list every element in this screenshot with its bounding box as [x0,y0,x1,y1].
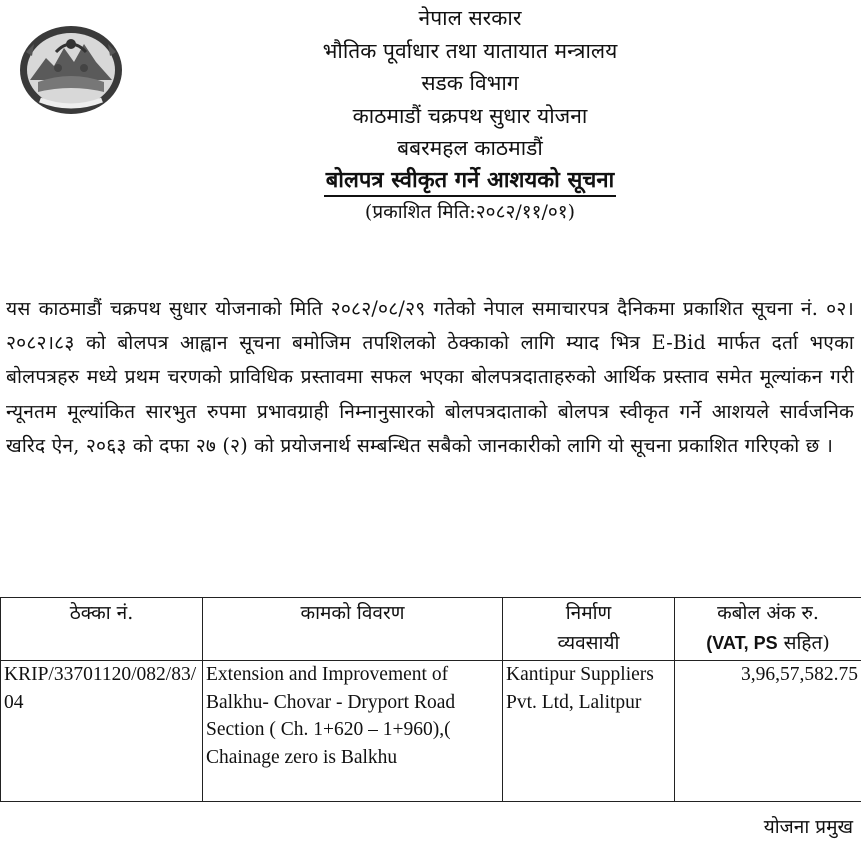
header-builder-line2: व्यवसायी [557,632,620,654]
cell-amount: 3,96,57,582.75 [675,661,861,802]
cell-description: Extension and Improvement of Balkhu- Chovar - Dryport Road Section ( Ch. 1+620 – 1+960),( Chainage zero is Balkhu [203,661,503,802]
header-builder-line1: निर्माण [565,602,612,624]
header-project: काठमाडौं चक्रपथ सुधार योजना [352,103,588,128]
header-amount-line2 [678,628,858,658]
header-amount-vat: (VAT, PS [706,633,778,653]
table-row [1,661,861,802]
header-builder [503,598,675,661]
header-amount [675,598,861,661]
table-header-row [1,598,861,661]
header-amount-suffix: सहित) [783,632,830,654]
header-department: सडक विभाग [421,71,519,95]
header-contract-no: ठेक्का नं. [1,598,203,661]
header-amount-line1: कबोल अंक रु. [717,602,819,624]
header-government: नेपाल सरकार [418,6,522,30]
cell-contract-no: KRIP/33701120/082/83/04 [1,661,203,802]
header-location: बबरमहल काठमाडौं [397,136,543,160]
notice-paragraph: यस काठमाडौं चक्रपथ सुधार योजनाको मिति २०८२/०८/२९ गतेको नेपाल समाचारपत्र दैनिकमा प्रकाशित सूचना नं. ०२।२०८२।८३ को बोलपत्र आह्वान सूचना बमोजिम तपशिलको ठेक्काको लागि म्याद भित्र E-Bid मार्फत दर्ता भएका बोलपत्रहरु मध्ये प्रथम चरणको प्राविधिक प्रस्तावमा सफल भएका बोलपत्रदाताहरुको आर्थिक प्रस्ताव समेत मूल्यांकन गरी न्यूनतम मूल्यांकित सारभुत रुपमा प्रभावग्राही निम्नानुसारको बोलपत्रदाताको बोलपत्र स्वीकृत गर्ने आशयले सार्वजनिक खरिद ऐन, २०६३ को दफा २७ (२) को प्रयोजनार्थ सम्बन्धित सबैको जानकारीको लागि यो सूचना प्रकाशित गरिएको छ । [6,297,854,457]
cell-builder: Kantipur Suppliers Pvt. Ltd, Lalitpur [503,661,675,802]
signature-designation: योजना प्रमुख [763,816,853,838]
letterhead [160,2,780,227]
notice-title: बोलपत्र स्वीकृत गर्ने आशयको सूचना [324,165,617,197]
government-emblem-logo [18,22,124,116]
tender-table [0,597,861,802]
header-description: कामको विवरण [203,598,503,661]
published-date: (प्रकाशित मिति:२०८२/११/०१) [364,200,576,223]
header-ministry: भौतिक पूर्वाधार तथा यातायात मन्त्रालय [322,38,618,63]
